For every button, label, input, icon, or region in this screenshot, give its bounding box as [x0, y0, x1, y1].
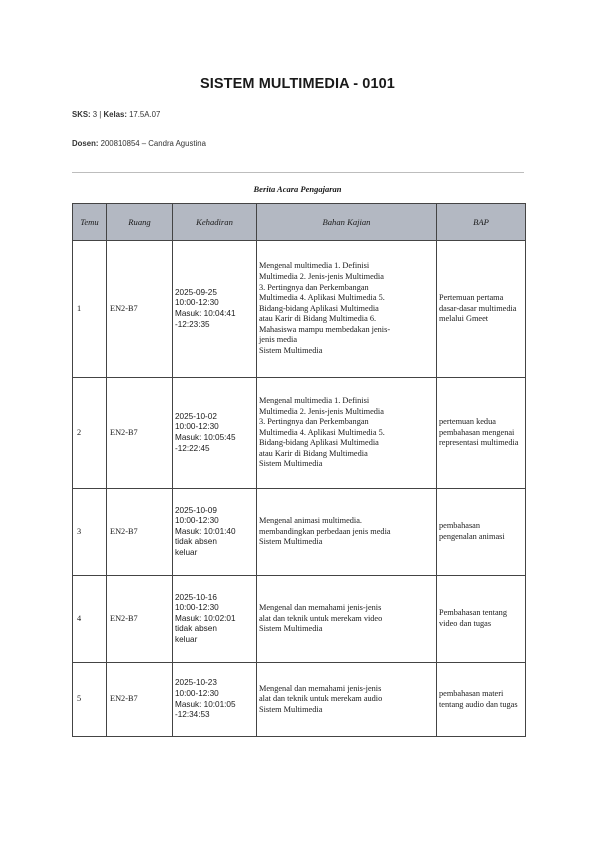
kelas-label: Kelas:: [103, 110, 127, 119]
table-header-row: [73, 204, 526, 241]
horizontal-divider: [72, 172, 524, 173]
cell-bahan-kajian: Mengenal animasi multimedia. membandingkan perbedaan jenis media Sistem Multimedia: [257, 489, 437, 576]
course-meta-sks-kelas: [72, 110, 160, 119]
cell-temu: 4: [73, 576, 107, 663]
header-kehadiran: Kehadiran: [173, 204, 257, 241]
header-temu: Temu: [73, 204, 107, 241]
cell-temu: 5: [73, 663, 107, 737]
table-row: [73, 663, 526, 737]
cell-kehadiran: 2025-10-09 10:00-12:30 Masuk: 10:01:40 tidak absen keluar: [173, 489, 257, 576]
table-row: [73, 576, 526, 663]
table-row: [73, 378, 526, 489]
dosen-label: Dosen:: [72, 139, 99, 148]
course-meta-dosen: [72, 139, 206, 148]
cell-temu: 3: [73, 489, 107, 576]
kelas-value: 17.5A.07: [126, 110, 161, 119]
cell-kehadiran: 2025-09-25 10:00-12:30 Masuk: 10:04:41 -12:23:35: [173, 241, 257, 378]
cell-bahan-kajian: Mengenal multimedia 1. Definisi Multimedia 2. Jenis-jenis Multimedia 3. Pertingnya dan Perkembangan Multimedia 4. Aplikasi Multimedia 5. Bidang-bidang Aplikasi Multimedia atau Karir di Bidang Multimedia 6. Mahasiswa mampu membedakan jenis- jenis media Sistem Multimedia: [257, 241, 437, 378]
cell-bap: Pertemuan pertama dasar-dasar multimedia melalui Gmeet: [437, 241, 526, 378]
sks-label: SKS:: [72, 110, 91, 119]
cell-bap: pembahasan pengenalan animasi: [437, 489, 526, 576]
cell-bahan-kajian: Mengenal dan memahami jenis-jenis alat dan teknik untuk merekam audio Sistem Multimedia: [257, 663, 437, 737]
page-title: SISTEM MULTIMEDIA - 0101: [200, 76, 395, 92]
header-ruang: Ruang: [107, 204, 173, 241]
header-bahan-kajian: Bahan Kajian: [257, 204, 437, 241]
table-row: [73, 241, 526, 378]
table-row: [73, 489, 526, 576]
dosen-value: 200810854 – Candra Agustina: [98, 139, 206, 148]
cell-ruang: EN2-B7: [107, 576, 173, 663]
cell-bap: Pembahasan tentang video dan tugas: [437, 576, 526, 663]
cell-bap: pembahasan materi tentang audio dan tugas: [437, 663, 526, 737]
header-bap: BAP: [437, 204, 526, 241]
section-title: Berita Acara Pengajaran: [253, 184, 342, 194]
cell-kehadiran: 2025-10-16 10:00-12:30 Masuk: 10:02:01 tidak absen keluar: [173, 576, 257, 663]
cell-kehadiran: 2025-10-02 10:00-12:30 Masuk: 10:05:45 -12:22:45: [173, 378, 257, 489]
cell-kehadiran: 2025-10-23 10:00-12:30 Masuk: 10:01:05 -12:34:53: [173, 663, 257, 737]
cell-ruang: EN2-B7: [107, 378, 173, 489]
cell-ruang: EN2-B7: [107, 663, 173, 737]
cell-bahan-kajian: Mengenal multimedia 1. Definisi Multimedia 2. Jenis-jenis Multimedia 3. Pertingnya dan Perkembangan Multimedia 4. Aplikasi Multimedia 5. Bidang-bidang Aplikasi Multimedia atau Karir di Bidang Multimedia Sistem Multimedia: [257, 378, 437, 489]
cell-ruang: EN2-B7: [107, 241, 173, 378]
bap-table: [72, 203, 526, 737]
cell-bap: pertemuan kedua pembahasan mengenai representasi multimedia: [437, 378, 526, 489]
sks-value: 3 |: [90, 110, 104, 119]
cell-temu: 1: [73, 241, 107, 378]
cell-temu: 2: [73, 378, 107, 489]
cell-ruang: EN2-B7: [107, 489, 173, 576]
cell-bahan-kajian: Mengenal dan memahami jenis-jenis alat dan teknik untuk merekam video Sistem Multimedia: [257, 576, 437, 663]
